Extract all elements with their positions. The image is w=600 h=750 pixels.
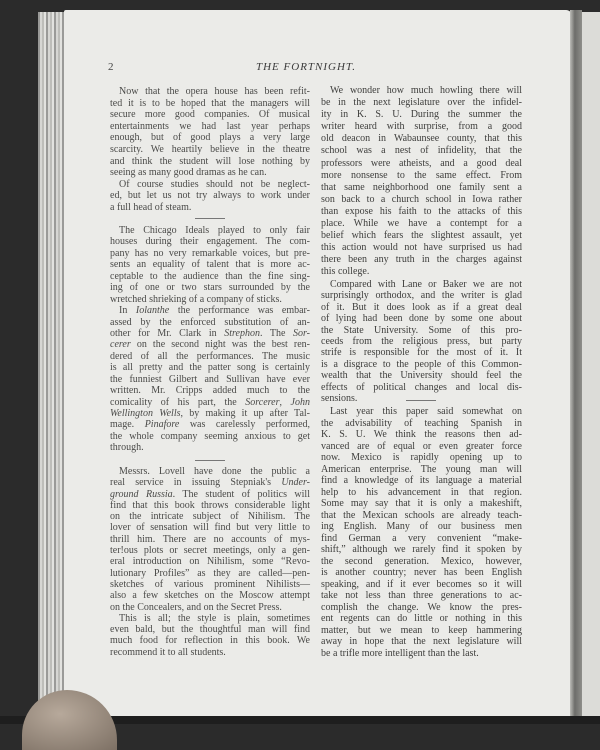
text-segment: real service in issuing Stepniak's (110, 477, 282, 489)
paragraph (321, 279, 522, 404)
text-line: find German a very convenient “make- (321, 532, 522, 544)
text-line: more nonsense to the same effect. From (321, 169, 522, 181)
text-line: that same neighborhood one family sent a (321, 181, 522, 193)
text-line: son back to a church school in Iowa rather (321, 193, 522, 205)
text-segment: on the second night was the best ren- (130, 339, 310, 351)
text-line: ity in K. S. U. During the summer the (321, 109, 522, 121)
left-column-article (110, 86, 310, 214)
text-line: assed by the enforced substitution of an- (110, 316, 310, 328)
left-column-article (110, 466, 310, 658)
text-line: even bald, but the thoughtful man will find (110, 624, 310, 636)
text-line: belief which fears the slightest assault, yet (321, 230, 522, 242)
text-line: is all pretty and the patter song is certainly (110, 362, 310, 374)
text-line: ted it is to be hoped that the managers will (110, 97, 310, 109)
text-line: of lying had been done by some one about (321, 313, 522, 325)
right-column-article (321, 85, 522, 279)
text-line: vanced are of equal or even greater force (321, 440, 522, 452)
text-line: sketches of various prominent Nihilists— (110, 578, 310, 590)
paragraph (110, 179, 310, 214)
text-line: away in hope that the next legislature will (321, 636, 522, 647)
italic-title: Sorcerer (245, 396, 280, 408)
text-line: entertainments we had last year perhaps (110, 120, 310, 132)
text-line: place. While we have a contempt for a (321, 218, 522, 230)
text-line: take not less than three generations to ac- (321, 590, 522, 601)
text-line: now. Mexico is rapidly opening up to (321, 452, 522, 463)
page-edges (38, 12, 66, 716)
text-line: lutionary Profiles” as they are called—pen- (110, 567, 310, 579)
text-line: complish the change. We know the pres- (321, 601, 522, 613)
text-line: Last year this paper said somewhat on (330, 406, 522, 417)
text-segment: the performance was embar- (169, 305, 310, 317)
right-column-article (321, 406, 522, 659)
text-line: the funniest Gilbert and Sullivan have ever (110, 373, 310, 385)
text-segment: other for Mr. Clark in (110, 327, 225, 339)
text-line: matter, but we mean to keep hammering (321, 624, 522, 636)
left-column-article (110, 225, 310, 454)
next-page-edge (582, 12, 600, 716)
text-line: is another country; never has been English (321, 567, 522, 578)
text-line: written. Mr. Cripps added much to the (110, 385, 310, 397)
text-line: help to his advancement in that region. (321, 486, 522, 498)
text-line: strife is responsible for the most of it. It (321, 347, 522, 359)
text-line: old deacon in Wabaunsee county, that this (321, 133, 522, 145)
text-line: eral introduction on Nihilism, some “Revo- (110, 556, 310, 568)
text-line: seeing as many good dramas as he can. (110, 167, 267, 179)
text-line (110, 489, 310, 500)
section-divider (195, 218, 225, 219)
italic-title: Strephon (224, 327, 260, 339)
text-line: be a trifle more intelligent than the last. (321, 647, 479, 659)
text-line: ing English. Many of our business men (321, 521, 522, 532)
text-segment: was carelessly performed, (179, 419, 311, 431)
text-line: writer heard with surprise, from a good (321, 121, 522, 133)
paragraph (110, 305, 310, 454)
italic-title: John (290, 396, 310, 408)
italic-title: Pinafore (144, 419, 180, 431)
paragraph (110, 613, 310, 658)
text-line: effects of political changes and local dis- (321, 381, 522, 393)
right-column-article (321, 279, 522, 404)
text-line: secure more good companies. Of musical (110, 109, 310, 121)
text-line (110, 305, 310, 316)
text-line: dered of all the performances. The music (110, 350, 310, 362)
text-segment: comicality of his part, the (110, 396, 246, 408)
text-line: thrill him. There are no accounts of mys- (110, 533, 310, 545)
text-segment: , (279, 396, 291, 408)
text-line: also a few sketches on the Moscow attempt (110, 590, 310, 602)
section-divider (195, 460, 225, 461)
text-line: lover of sensation will find but very little to (110, 522, 310, 534)
text-line: there been any truth in the charges against (321, 254, 522, 266)
text-line: ed, but let us not try always to work under (110, 190, 310, 202)
italic-title: Iolanthe (135, 305, 170, 317)
text-segment: . The student of politics will (172, 488, 310, 500)
text-line: ent regents can do little or nothing in this (321, 613, 522, 624)
text-line: the second generation. Mexico, however, (321, 555, 522, 567)
text-line: ter!ous plots or secret meetings, only a gen- (110, 545, 310, 557)
text-line: K. S. U. We think the reasons then ad- (321, 429, 522, 440)
text-line: scarcity. We heartily believe in the theatre (110, 143, 310, 155)
text-segment: , by making it up after Tal- (180, 408, 310, 419)
text-line: this action would not have surprised us had (321, 242, 522, 254)
running-title: THE FORTNIGHT. (256, 61, 356, 73)
text-line: of it. But it does look as if a great deal (321, 301, 522, 313)
paragraph (321, 406, 522, 659)
text-line: through. (110, 442, 144, 454)
text-line: Messrs. Lovell have done the public a (119, 466, 310, 477)
text-line (110, 397, 310, 408)
text-line: ing of one or two stars surrounded by the (110, 282, 310, 294)
text-line: ceptable to the audience than the fine sing- (110, 270, 310, 282)
text-line: Compared with Lane or Baker we are not (330, 279, 522, 290)
text-line: much food for reflection in this book. We (110, 635, 310, 647)
text-line: the whole company seeming anxious to get (110, 430, 310, 442)
text-line: wretched shrieking of a company of sticks. (110, 293, 282, 305)
paragraph (110, 86, 310, 179)
text-line: Some may say that it is only a makeshift, (321, 498, 522, 509)
book-binding-right (570, 10, 582, 716)
text-line: We wonder how much howling there will (330, 85, 522, 96)
text-line: a full head of steam. (110, 201, 192, 213)
text-line: wealth that the University should feel the (321, 370, 522, 382)
italic-title: Wellington Wells (110, 408, 181, 419)
text-line (110, 477, 310, 488)
paragraph (321, 85, 522, 279)
text-line: the State University. Some of this pro- (321, 324, 522, 336)
text-line: school was a nest of infidelity, that the (321, 145, 522, 157)
text-line: is a disgrace to the people of this Common- (321, 358, 522, 370)
text-line: Of course studies should not be neglect- (119, 178, 310, 190)
text-segment: . The (259, 327, 293, 339)
text-line: pany has no very remarkable voices, but pre- (110, 247, 310, 259)
text-line: houses during their engagement. The com- (110, 236, 310, 248)
text-line: Now that the opera house has been refit- (119, 86, 310, 97)
text-line (110, 408, 310, 419)
text-line: on the intricate subject of Nihilism. The (110, 511, 310, 523)
text-line (110, 339, 310, 350)
text-line: American enterprise. The young man will (321, 463, 522, 475)
text-line: find that this book throws considerable light (110, 499, 310, 511)
paragraph (110, 466, 310, 613)
text-line: and think the student will lose nothing by (110, 155, 310, 167)
text-line: sensions. (321, 392, 358, 404)
text-line: on the Concealers, and on the Secret Press. (110, 601, 282, 613)
text-line: ceeds from the religious press, but party (321, 335, 522, 347)
text-segment: In (119, 305, 136, 317)
text-line: than expose his faith to the attacks of this (321, 205, 522, 217)
text-line: find a knowledge of its language a material (321, 475, 522, 486)
text-line: recommend it to all students. (110, 646, 226, 658)
text-line: enough, but of good plays a very large (110, 132, 310, 144)
text-line: that the Mexican schools are already teach- (321, 509, 522, 521)
text-line: shift,” although we rarely find it spoken by (321, 544, 522, 555)
paragraph (110, 225, 310, 305)
text-line: This is all; the style is plain, sometimes (119, 612, 310, 624)
italic-title: Sor- (292, 327, 311, 339)
text-line: speaking, and if it ever becomes so it will (321, 578, 522, 590)
text-line: this college. (321, 266, 370, 278)
page-number: 2 (108, 61, 114, 73)
text-line (110, 419, 310, 430)
text-segment: mage. (110, 419, 145, 431)
italic-title: ground Russia (110, 488, 173, 500)
text-line: sents an equality of talent that is more ac- (110, 259, 310, 271)
text-line: The Chicago Ideals played to only fair (119, 225, 310, 236)
text-line: the advisability of teaching Spanish in (321, 417, 522, 429)
italic-title: cerer (110, 339, 131, 351)
text-line: professors were atheists, and a good deal (321, 157, 522, 169)
italic-title: Under- (281, 477, 310, 489)
text-line: surprisingly orthodox, and the writer is glad (321, 290, 522, 302)
text-line: be in the next legislature over the infidel- (321, 97, 522, 109)
text-line (110, 328, 310, 339)
